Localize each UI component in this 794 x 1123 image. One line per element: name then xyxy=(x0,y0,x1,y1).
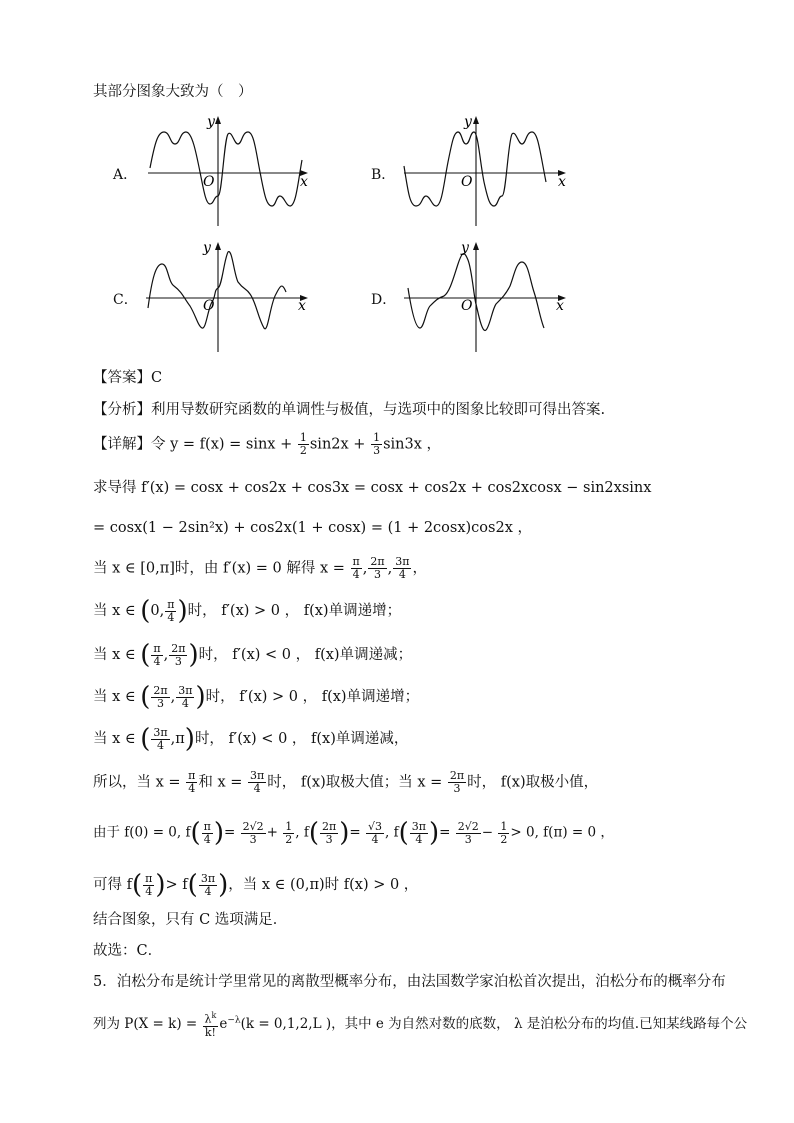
detail-l7-suffix: 时， f′(x) > 0 ， f(x)单调递增； xyxy=(205,689,420,705)
graph-a-origin: O xyxy=(203,174,215,190)
detail-l8-prefix: 当 x ∈ xyxy=(93,731,136,747)
detail-l10-f: , f xyxy=(385,824,399,841)
option-b-label: B． xyxy=(371,167,396,183)
detail-l8-suffix: 时， f′(x) < 0 ， f(x)单调递减， xyxy=(194,731,409,747)
detail-line-10: 由于 f(0) = 0, f( $\frac{\pi}{4}$ )= $\frac{2√2}{3}$ + $\frac{1}{2}$ , f( $\frac{2\pi}{3}$ )= $\frac{√3}{4}$ , f( $\frac{3\pi}{4}$ )= $\frac{2√2}{3}$ − $\frac{1}{2}$ > 0, f(π) = 0 ， xyxy=(93,818,614,848)
detail-l7-prefix: 当 x ∈ xyxy=(93,689,136,705)
detail-l10-d: , f xyxy=(295,824,309,841)
frac-3pi-4-c: $\frac{3\pi}{4}$ xyxy=(153,725,168,752)
detail-l5-suffix: 时， f′(x) > 0 ， f(x)单调递增； xyxy=(187,603,402,619)
graph-d-origin: O xyxy=(461,298,473,314)
frac-3pi-4: $\frac{3\pi}{4}$ xyxy=(395,555,410,581)
detail-line-4: 当 x ∈ [0,π]时，由 f′(x) = 0 解得 x = $\frac{\pi}{4}$ , $\frac{2\pi}{3}$ , $\frac{3\pi}{4}$ ， xyxy=(93,555,427,581)
detail-l10-c: + xyxy=(266,824,278,841)
detail-l11-a: 可得 f xyxy=(93,877,132,893)
detail-line-1 xyxy=(93,432,441,457)
q5-line-1: 5．泊松分布是统计学里常见的离散型概率分布，由法国数学家泊松首次提出，泊松分布的概率分布 xyxy=(93,974,726,990)
frac-lambda-k: $\frac{\lambda^k}{k!}$ xyxy=(204,1011,217,1039)
graph-b-x-label: x xyxy=(558,174,566,190)
detail-line-5: 当 x ∈ (0, $\frac{\pi}{4}$ )时， f′(x) > 0 ， f(x)单调递增； xyxy=(93,596,402,626)
frac-2pi-3-c: $\frac{2\pi}{3}$ xyxy=(153,683,168,710)
option-a-label: A． xyxy=(113,167,138,183)
graph-a xyxy=(140,112,315,230)
detail-l10-a: 由于 f(0) = 0, f xyxy=(93,824,191,841)
analysis-text: 利用导数研究函数的单调性与极值，与选项中的图象比较即可得出答案. xyxy=(151,402,606,418)
detail-l11-c: ，当 x ∈ (0,π)时 f(x) > 0 ， xyxy=(228,877,419,893)
frac-pi-4: $\frac{\pi}{4}$ xyxy=(352,555,360,581)
frac-2pi-3-b: $\frac{2\pi}{3}$ xyxy=(171,641,186,668)
q5-line-2-c: (k = 0,1,2,L )，其中 e 为自然对数的底数， λ 是泊松分布的均值.已知某线路每个公 xyxy=(240,1015,748,1032)
detail-line-7: 当 x ∈ ( $\frac{2\pi}{3}$ , $\frac{3\pi}{4}$ )时， f′(x) > 0 ， f(x)单调递增； xyxy=(93,682,420,712)
detail-line-3: = cosx(1 − 2sin²x) + cos2x(1 + cosx) = (1 + 2cosx)cos2x ， xyxy=(93,520,532,536)
graph-c-origin: O xyxy=(203,298,215,314)
detail-l9-a: 所以，当 x = xyxy=(93,774,181,791)
graph-b-origin: O xyxy=(461,174,473,190)
frac-3pi-4-d: $\frac{3\pi}{4}$ xyxy=(250,769,265,795)
detail-l4-prefix: 当 x ∈ [0,π]时，由 f′(x) = 0 解得 x = xyxy=(93,560,345,577)
detail-l9-b: 和 x = xyxy=(198,774,243,791)
answer-tag: 【答案】 xyxy=(93,370,151,386)
detail-l6-suffix: 时， f′(x) < 0 ， f(x)单调递减； xyxy=(198,647,413,663)
detail-line-13: 故选：C． xyxy=(93,943,163,959)
q5-line-2: 列为 P(X = k) = $\frac{\lambda^k}{k!}$ $e^{-\lambda}(k = 0,1,2,L$ )，其中 e 为自然对数的底数， λ 是泊松分布的均值.已知某线路每个公 xyxy=(93,1011,748,1039)
detail-line-12: 结合图象，只有 C 选项满足． xyxy=(93,912,288,928)
graph-d xyxy=(398,238,573,356)
detail-l10-e: = xyxy=(349,824,361,841)
analysis-tag: 【分析】 xyxy=(93,402,151,418)
detail-l10-b: = xyxy=(224,824,236,841)
detail-l9-c: 时， f(x)取极大值；当 x = xyxy=(267,774,443,791)
detail-line-11: 可得 f( $\frac{\pi}{4}$ )> f( $\frac{3\pi}{4}$ )，当 x ∈ (0,π)时 f(x) > 0 ， xyxy=(93,870,419,900)
answer-value: C xyxy=(151,370,163,386)
frac-pi-4-d: $\frac{\pi}{4}$ xyxy=(188,769,196,795)
detail-line-6: 当 x ∈ ( $\frac{\pi}{4}$ , $\frac{2\pi}{3}$ )时， f′(x) < 0 ， f(x)单调递减； xyxy=(93,640,413,670)
graph-c-y-label: y xyxy=(203,240,211,256)
detail-l5-prefix: 当 x ∈ xyxy=(93,603,136,619)
detail-l10-g: = xyxy=(439,824,451,841)
frac-3pi-4-b: $\frac{3\pi}{4}$ xyxy=(178,683,193,710)
graph-b xyxy=(398,112,573,230)
frac-2pi-3: $\frac{2\pi}{3}$ xyxy=(370,555,385,581)
detail-l11-b: > f xyxy=(165,877,188,893)
answer-line xyxy=(93,368,162,388)
frac-1-2: $\frac{1}{2}$ xyxy=(299,431,307,457)
detail-l1-mid: sin2x + xyxy=(309,436,366,453)
frac-pi-4-c: $\frac{\pi}{4}$ xyxy=(153,641,161,668)
detail-l6-prefix: 当 x ∈ xyxy=(93,647,136,663)
graph-c xyxy=(140,238,315,356)
graph-d-x-label: x xyxy=(556,298,564,314)
detail-tag: 【详解】 xyxy=(93,436,151,453)
graph-b-y-label: y xyxy=(464,114,472,130)
detail-line-8: 当 x ∈ ( $\frac{3\pi}{4}$ ,π)时， f′(x) < 0 ， f(x)单调递减， xyxy=(93,724,409,754)
q5-line-2-b: e xyxy=(219,1015,228,1032)
detail-line-9 xyxy=(93,770,598,795)
detail-l1-end: sin3x ， xyxy=(383,436,441,453)
detail-l9-d: 时， f(x)取极小值， xyxy=(467,774,599,791)
q5-line-2-a: 列为 P(X = k) = xyxy=(93,1015,198,1032)
detail-l10-h: − xyxy=(481,824,494,841)
detail-l10-i: > 0, f(π) = 0 ， xyxy=(510,824,614,841)
graph-d-y-label: y xyxy=(461,240,469,256)
question-intro: 其部分图象大致为（ ） xyxy=(93,84,253,100)
graph-a-x-label: x xyxy=(300,174,308,190)
detail-l1-prefix: 令 y = f(x) = sinx + xyxy=(151,436,293,453)
detail-line-2: 求导得 f′(x) = cosx + cos2x + cos3x = cosx + cos2x + cos2xcosx − sin2xsinx xyxy=(93,480,652,496)
analysis-line xyxy=(93,400,605,420)
graph-a-y-label: y xyxy=(207,114,215,130)
option-c-label: C． xyxy=(113,292,138,308)
option-d-label: D． xyxy=(371,292,397,308)
frac-2pi-3-d: $\frac{2\pi}{3}$ xyxy=(449,769,465,795)
graph-c-x-label: x xyxy=(298,298,306,314)
frac-1-3: $\frac{1}{3}$ xyxy=(373,431,381,457)
frac-pi-4-b: $\frac{\pi}{4}$ xyxy=(167,597,175,624)
